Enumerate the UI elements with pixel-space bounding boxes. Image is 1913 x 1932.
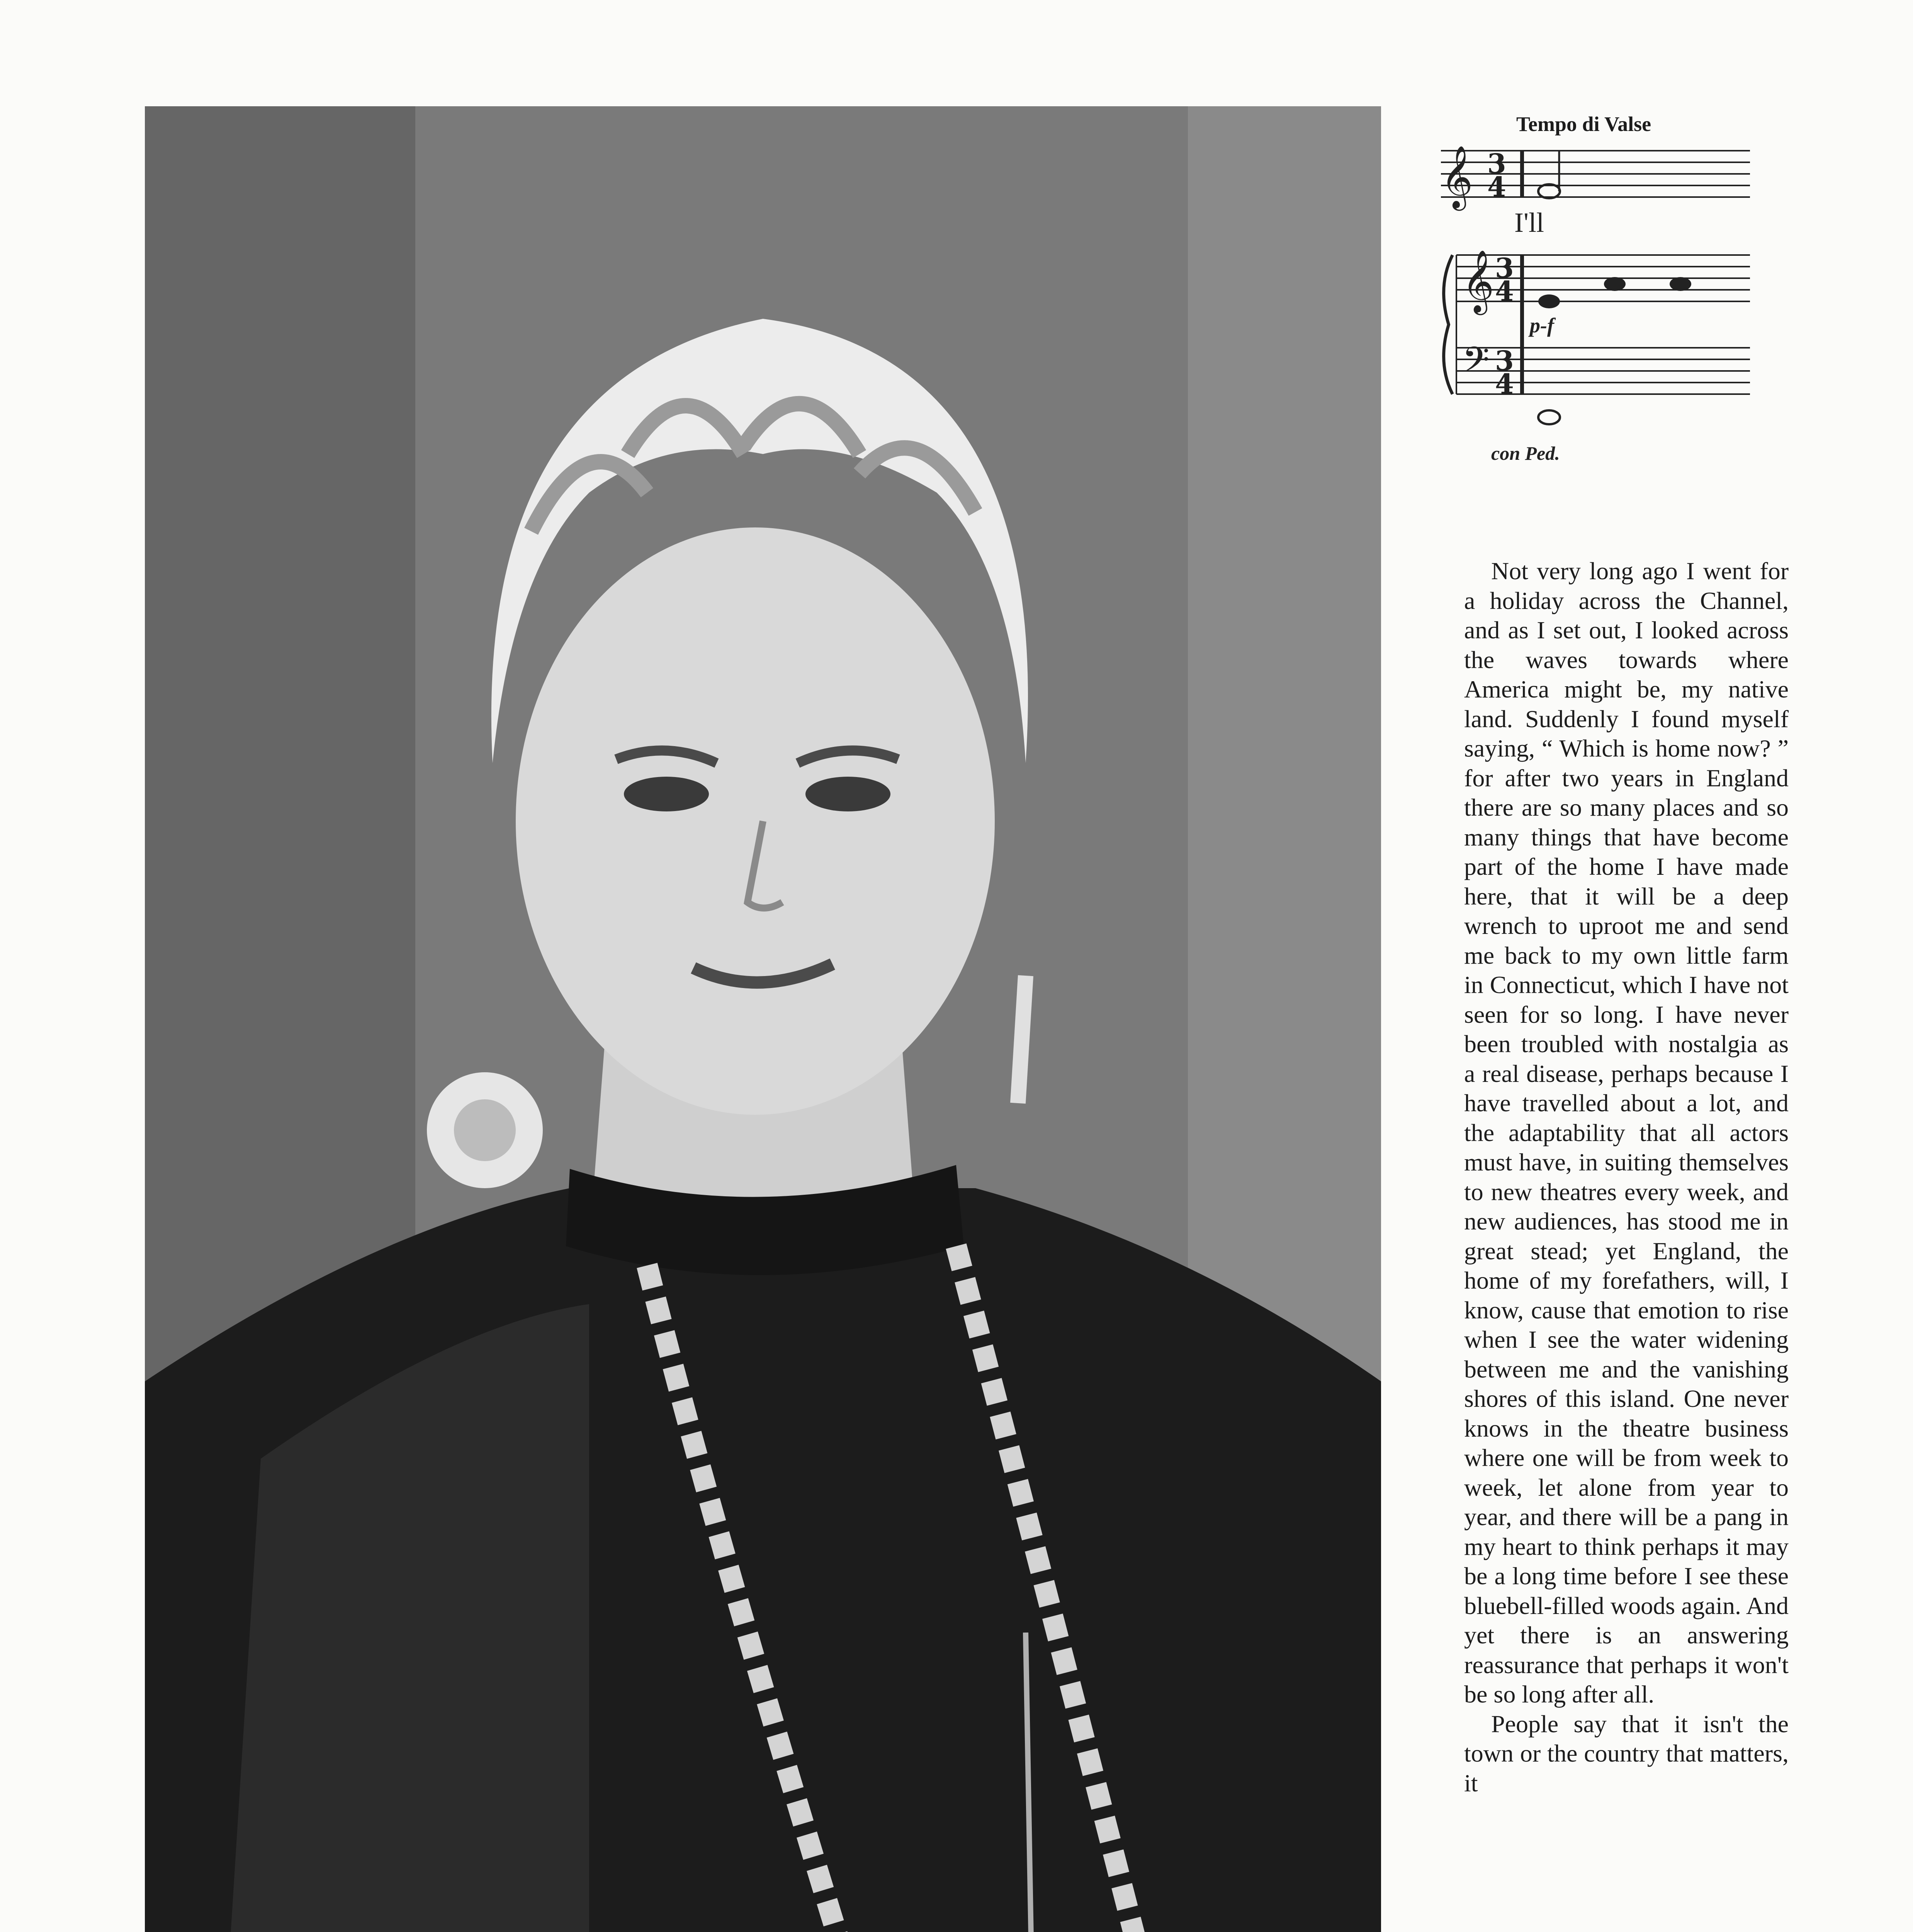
right-column-paragraph-2: People say that it isn't the town or the country that matters, it [1464,1710,1789,1797]
svg-text:𝄢: 𝄢 [1462,339,1490,389]
svg-text:𝄞: 𝄞 [1441,145,1473,208]
svg-text:4: 4 [1495,368,1514,400]
right-text-column [1464,556,1789,1798]
svg-text:4: 4 [1495,275,1514,307]
music-dynamic: p-f [1530,314,1554,337]
svg-text:3: 3 [1495,252,1514,284]
svg-text:3: 3 [1487,148,1506,180]
music-pedal: con Ped. [1491,442,1560,464]
music-lyric: I'll [1514,207,1544,238]
svg-text:3: 3 [1495,345,1514,377]
right-column-paragraph-1: Not very long ago I went for a holiday across the Channel, and as I set out, I looked across the waves towards where America might be, my native land. Suddenly I found myself saying, “ Which is home now? ” for after two years in England there are so many places and so many things that have become part of the home I have made here, that it will be a deep wrench to uproot me and send me back to my own little farm in Connecticut, which I have not seen for so long. I have never been troubled with nostalgia as a real disease, perhaps because I have travelled about a lot, and the adaptability that all actors must have, in suiting themselves to new theatres every week, and new audiences, has stood me in great stead; yet England, the home of my forefathers, will, I know, cause that emotion to rise when I see the water widening between me and the vanishing shores of this island. One never knows in the theatre business where one will be from week to week, let alone from year to year, and there will be a pang in my heart to think perhaps it may be a long time before I see these bluebell-filled woods again. And yet there is an answering reassurance that perhaps it won't be so long after all. [1464,557,1789,1708]
portrait-photo [145,106,1381,1932]
svg-text:𝄞: 𝄞 [1462,250,1494,313]
svg-text:4: 4 [1487,171,1506,203]
music-tempo: Tempo di Valse [1516,112,1651,136]
music-score [1433,108,1750,479]
portrait-illustration [145,106,1381,1932]
